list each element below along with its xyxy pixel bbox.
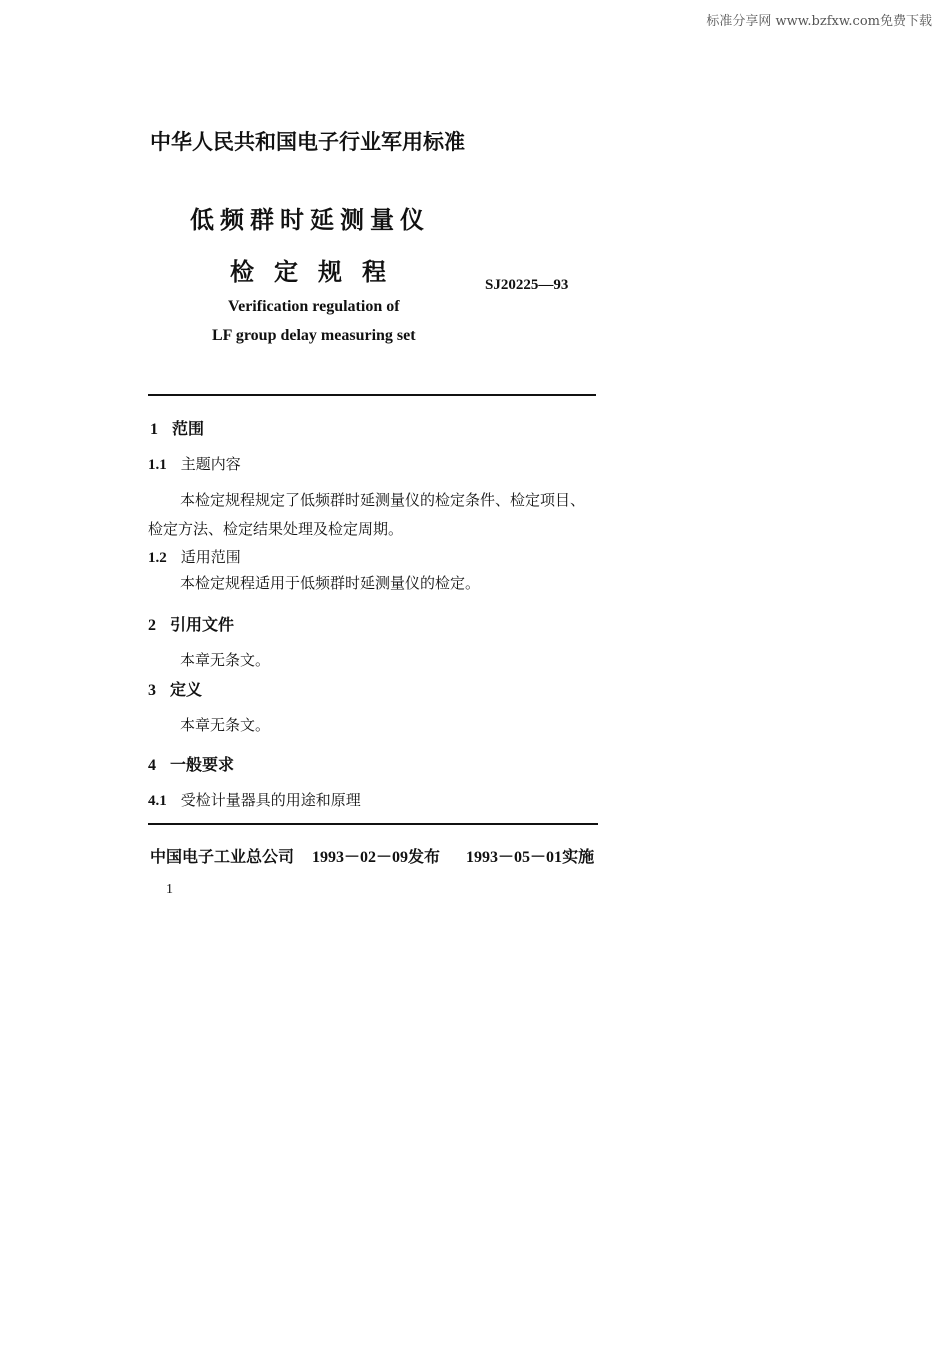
effective-date: 1993－05－01 [466, 849, 563, 866]
section-title: 一般要求 [170, 755, 235, 774]
section-1-1-heading [148, 453, 241, 474]
english-title-line2: LF group delay measuring set [212, 327, 416, 344]
section-3-heading [148, 677, 202, 700]
section-number: 1.1 [148, 457, 167, 473]
english-title-line1: Verification regulation of [228, 298, 400, 315]
section-number: 1 [150, 421, 158, 438]
section-number: 4.1 [148, 793, 167, 809]
watermark: 标准分享网 www.bzfxw.com免费下载 [706, 14, 932, 29]
header-divider [148, 394, 596, 396]
footer-issue-info [150, 844, 594, 867]
section-4-heading [148, 752, 234, 775]
section-number: 2 [148, 617, 156, 634]
section-title: 受检计量器具的用途和原理 [180, 791, 361, 809]
standard-code: SJ20225—93 [485, 277, 569, 293]
section-4-1-heading [148, 789, 361, 810]
section-2-text: 本章无条文。 [180, 651, 271, 669]
section-1-2-text: 本检定规程适用于低频群时延测量仪的检定。 [180, 574, 481, 592]
section-title: 定义 [170, 680, 203, 699]
effective-label: 实施 [562, 847, 595, 866]
section-3-text: 本章无条文。 [180, 716, 271, 734]
document-title-line1: 低频群时延测量仪 [190, 206, 430, 234]
issue-label: 发布 [408, 847, 441, 866]
section-1-1-text-a: 本检定规程规定了低频群时延测量仪的检定条件、检定项目、 [180, 491, 586, 509]
section-title: 范围 [172, 419, 205, 438]
section-title: 主题内容 [180, 455, 241, 473]
document-title-line2: 检定规程 [230, 258, 406, 286]
section-number: 1.2 [148, 550, 167, 566]
section-title: 引用文件 [170, 615, 235, 634]
section-number: 3 [148, 682, 156, 699]
section-1-2-heading [148, 546, 241, 567]
section-2-heading [148, 612, 234, 635]
page-number: 1 [166, 882, 173, 897]
section-title: 适用范围 [180, 548, 241, 566]
issue-date: 1993－02－09 [312, 849, 409, 866]
section-1-heading [150, 416, 204, 439]
footer-divider [148, 823, 598, 825]
organization-standard-title: 中华人民共和国电子行业军用标准 [150, 130, 465, 154]
issuer: 中国电子工业总公司 [150, 847, 295, 866]
section-1-1-text-b: 检定方法、检定结果处理及检定周期。 [148, 520, 404, 538]
section-number: 4 [148, 757, 156, 774]
